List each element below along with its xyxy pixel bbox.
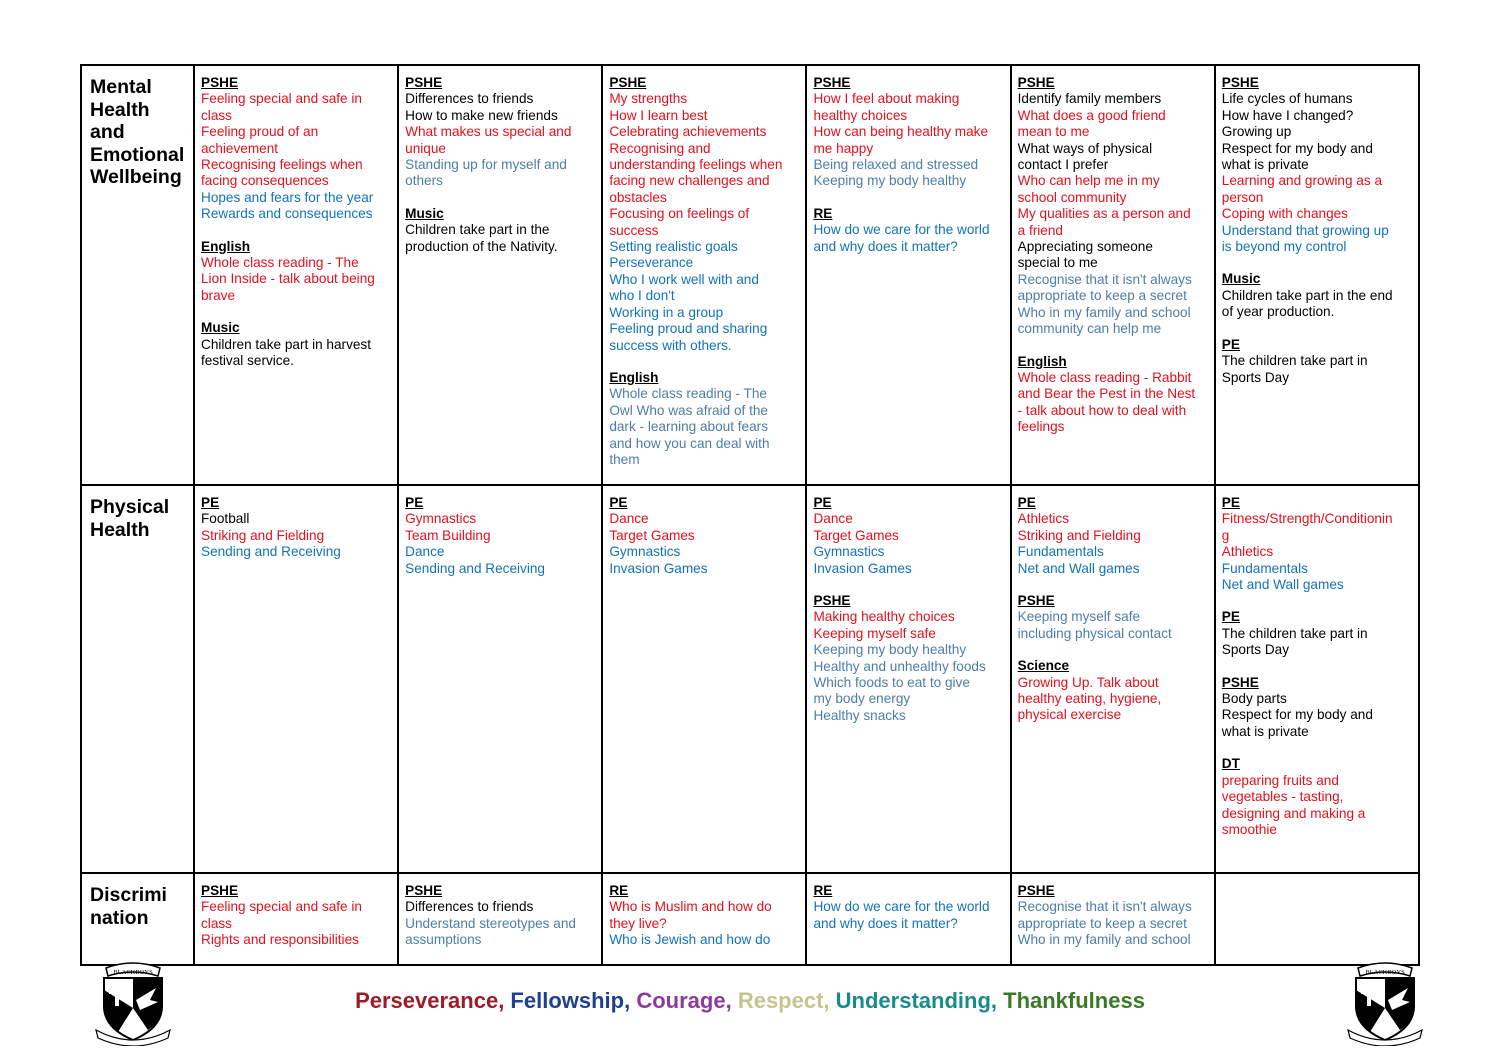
topic-line: Making healthy choices <box>813 609 955 625</box>
value-separator: , <box>990 988 1004 1013</box>
subject-heading: PE <box>813 495 832 510</box>
table-cell <box>1215 65 1419 485</box>
topic-line: Feeling proud of an <box>201 124 319 140</box>
topic-line: Who I work well with and <box>609 271 759 287</box>
topic-line: is beyond my control <box>1221 239 1347 255</box>
subject-heading: English <box>201 238 251 254</box>
subject-heading: PE <box>609 495 628 510</box>
topic-line: mean to me <box>1017 124 1090 140</box>
topic-line: others <box>405 173 443 189</box>
subject-heading: PSHE <box>813 593 851 609</box>
topic-line: Athletics <box>1017 511 1069 527</box>
topic-line: and how you can deal with <box>609 435 770 451</box>
table-cell <box>806 873 1010 965</box>
topic-line: How I feel about making <box>813 91 960 107</box>
topic-line: Recognise that it isn't always <box>1017 271 1192 287</box>
topic-line: Hopes and fears for the year <box>201 189 374 205</box>
topic-line: production of the Nativity. <box>405 238 558 254</box>
topic-line: Who is Jewish and how do <box>609 932 771 948</box>
topic-line: dark - learning about fears <box>609 419 768 435</box>
topic-line: who I don't <box>609 288 675 304</box>
group-spacer <box>201 223 391 239</box>
value-separator: , <box>823 988 836 1013</box>
table-cell <box>194 485 398 873</box>
subject-heading: RE <box>813 883 833 898</box>
topic-line: Lion Inside - talk about being <box>201 271 375 287</box>
subject-heading: Music <box>1221 271 1261 287</box>
topic-line: Coping with changes <box>1221 206 1348 222</box>
topic-line: Perseverance <box>609 255 694 271</box>
row-heading <box>81 873 194 965</box>
row-heading-line: Physical <box>90 496 170 518</box>
topic-line: success <box>609 222 659 238</box>
table-cell <box>194 65 398 485</box>
topic-line: Growing up <box>1221 124 1292 140</box>
group-spacer <box>405 190 595 206</box>
topic-line: facing new challenges and <box>609 173 770 189</box>
topic-line: community can help me <box>1017 321 1162 337</box>
topic-line: Sending and Receiving <box>201 544 341 560</box>
crest-banner-text: BLACKBOYS <box>113 969 153 976</box>
topic-line: Healthy and unhealthy foods <box>813 658 986 674</box>
topic-line: Team Building <box>405 527 491 543</box>
topic-line: Which foods to eat to give <box>813 675 970 691</box>
topic-line: Whole class reading - The <box>609 386 767 402</box>
table-cell <box>806 65 1010 485</box>
topic-line: smoothie <box>1221 821 1277 837</box>
topic-line: Who in my family and school <box>1017 304 1191 320</box>
crest-banner-text: BLACKBOYS <box>1365 969 1405 976</box>
topic-line: Healthy snacks <box>813 707 906 723</box>
topic-line: g <box>1221 527 1230 543</box>
value-separator: , <box>624 988 637 1013</box>
topic-line: Children take part in the <box>405 222 550 238</box>
topic-line: Growing Up. Talk about <box>1017 674 1159 690</box>
topic-line: Setting realistic goals <box>609 239 738 255</box>
topic-line: Celebrating achievements <box>609 124 767 140</box>
topic-line: Feeling special and safe in <box>201 899 362 915</box>
topic-line: Invasion Games <box>813 560 912 576</box>
topic-line: How to make new friends <box>405 107 558 123</box>
subject-heading: PE <box>1221 495 1240 510</box>
topic-line: healthy choices <box>813 107 908 123</box>
topic-line: brave <box>201 287 236 303</box>
table-cell <box>602 65 806 485</box>
topic-line: Who is Muslim and how do <box>609 899 772 915</box>
topic-line: How do we care for the world <box>813 899 990 915</box>
subject-heading: PSHE <box>405 75 443 90</box>
group-spacer <box>1018 642 1208 658</box>
value-word: Perseverance <box>355 988 499 1013</box>
topic-line: Children take part in harvest <box>201 336 372 352</box>
topic-line: special to me <box>1017 255 1098 271</box>
table-row <box>81 873 1419 965</box>
row-heading <box>81 485 194 873</box>
topic-line: Sports Day <box>1221 369 1290 385</box>
topic-line: Dance <box>813 511 853 527</box>
topic-line: Focusing on feelings of <box>609 206 750 222</box>
value-word: Courage <box>636 988 726 1013</box>
topic-line: Being relaxed and stressed <box>813 157 979 173</box>
group-spacer <box>1222 659 1412 675</box>
topic-line: Gymnastics <box>813 544 885 560</box>
table-cell <box>1011 65 1215 485</box>
group-spacer <box>1222 321 1412 337</box>
topic-line: and why does it matter? <box>813 238 958 254</box>
topic-line: Gymnastics <box>609 544 681 560</box>
table-cell <box>1011 485 1215 873</box>
row-heading-line: Wellbeing <box>90 166 182 188</box>
topic-line: vegetables - tasting, <box>1221 789 1344 805</box>
group-spacer <box>813 577 1003 593</box>
table-cell <box>806 485 1010 873</box>
topic-line: The children take part in <box>1221 353 1368 369</box>
subject-heading: PSHE <box>609 75 647 90</box>
topic-line: Athletics <box>1221 544 1274 560</box>
table-cell <box>398 65 602 485</box>
table-cell <box>1011 873 1215 965</box>
topic-line: appropriate to keep a secret <box>1017 915 1187 931</box>
table-row <box>81 485 1419 873</box>
topic-line: Identify family members <box>1017 91 1162 107</box>
value-separator: , <box>498 988 511 1013</box>
topic-line: - talk about how to deal with <box>1017 402 1187 418</box>
topic-line: What does a good friend <box>1017 107 1166 123</box>
topic-line: How can being healthy make <box>813 124 989 140</box>
topic-line: Rights and responsibilities <box>201 932 359 948</box>
topic-line: person <box>1221 189 1264 205</box>
value-word: Thankfulness <box>1003 988 1145 1013</box>
value-separator: , <box>725 988 738 1013</box>
group-spacer <box>1222 740 1412 756</box>
topic-line: Standing up for myself and <box>405 157 567 173</box>
subject-heading: PE <box>201 495 220 510</box>
curriculum-table <box>80 64 1420 966</box>
row-heading-line: Discrimi <box>90 884 167 906</box>
topic-line: Keeping my body healthy <box>813 173 967 189</box>
subject-heading: English <box>609 369 659 385</box>
topic-line: Striking and Fielding <box>201 527 325 543</box>
table-cell <box>194 873 398 965</box>
topic-line: Who can help me in my <box>1017 173 1160 189</box>
topic-line: my body energy <box>813 691 911 707</box>
topic-line: Body parts <box>1221 691 1287 707</box>
topic-line: class <box>201 915 232 931</box>
group-spacer <box>1018 577 1208 593</box>
subject-heading: PE <box>1221 609 1240 625</box>
topic-line: success with others. <box>609 337 732 353</box>
topic-line: Dance <box>609 511 649 527</box>
topic-line: Life cycles of humans <box>1221 91 1353 107</box>
row-heading-line: Emotional <box>90 143 185 166</box>
topic-line: Fitness/Strength/Conditionin <box>1221 511 1393 527</box>
topic-line: they live? <box>609 915 667 931</box>
topic-line: preparing fruits and <box>1221 772 1339 788</box>
subject-heading: PSHE <box>1017 75 1055 90</box>
group-spacer <box>813 190 1003 206</box>
subject-heading: Music <box>405 205 444 221</box>
topic-line: obstacles <box>609 189 667 205</box>
row-heading-line: Mental <box>90 76 152 98</box>
subject-heading: PE <box>405 495 424 510</box>
topic-line: Appreciating someone <box>1017 239 1153 255</box>
subject-heading: PSHE <box>405 883 443 898</box>
topic-line: Respect for my body and <box>1221 707 1373 723</box>
subject-heading: PSHE <box>1017 593 1055 609</box>
topic-line: My qualities as a person and <box>1017 206 1191 222</box>
topic-line: Dance <box>405 544 445 560</box>
subject-heading: Music <box>201 320 240 336</box>
table-cell <box>602 873 806 965</box>
topic-line: Striking and Fielding <box>1017 527 1141 543</box>
subject-heading: English <box>1017 353 1067 369</box>
topic-line: me happy <box>813 140 874 156</box>
topic-line: Recognise that it isn't always <box>1017 899 1192 915</box>
topic-line: Whole class reading - The <box>201 255 359 271</box>
topic-line: Understand stereotypes and <box>405 915 576 931</box>
topic-line: a friend <box>1017 222 1063 238</box>
group-spacer <box>1222 255 1412 271</box>
topic-line: Keeping myself safe <box>813 625 936 641</box>
topic-line: achievement <box>201 140 279 156</box>
topic-line: Keeping my body healthy <box>813 642 967 658</box>
topic-line: Keeping myself safe <box>1017 609 1141 625</box>
group-spacer <box>1018 338 1208 354</box>
subject-heading: PSHE <box>1221 75 1259 90</box>
topic-line: class <box>201 107 232 123</box>
school-crest-left <box>88 960 178 1046</box>
topic-line: including physical contact <box>1017 625 1172 641</box>
topic-line: Working in a group <box>609 304 724 320</box>
topic-line: contact I prefer <box>1017 157 1109 173</box>
topic-line: Differences to friends <box>405 899 534 915</box>
topic-line: assumptions <box>405 932 482 948</box>
topic-line: designing and making a <box>1221 805 1366 821</box>
school-values-footer <box>0 988 1500 1014</box>
topic-line: Rewards and consequences <box>201 206 373 222</box>
topic-line: Fundamentals <box>1221 560 1308 576</box>
topic-line: Football <box>201 511 250 527</box>
subject-heading: RE <box>813 205 833 221</box>
subject-heading: PE <box>1017 495 1036 510</box>
topic-line: Whole class reading - Rabbit <box>1017 369 1192 385</box>
subject-heading: Science <box>1017 658 1070 674</box>
group-spacer <box>609 354 799 370</box>
topic-line: what is private <box>1221 157 1309 173</box>
topic-line: appropriate to keep a secret <box>1017 288 1187 304</box>
topic-line: Children take part in the end <box>1221 287 1393 303</box>
table-cell <box>398 485 602 873</box>
topic-line: What ways of physical <box>1017 140 1153 156</box>
topic-line: Feeling special and safe in <box>201 91 362 107</box>
topic-line: school community <box>1017 189 1127 205</box>
topic-line: and Bear the Pest in the Nest <box>1017 386 1196 402</box>
value-word: Respect <box>737 988 824 1013</box>
subject-heading: PSHE <box>813 75 851 90</box>
topic-line: them <box>609 451 640 467</box>
row-heading-line: nation <box>90 906 149 929</box>
topic-line: Sports Day <box>1221 642 1290 658</box>
topic-line: How have I changed? <box>1221 107 1354 123</box>
topic-line: physical exercise <box>1017 707 1122 723</box>
topic-line: Target Games <box>813 527 899 543</box>
topic-line: understanding feelings when <box>609 157 783 173</box>
row-heading-line: Health <box>90 518 150 541</box>
topic-line: facing consequences <box>201 173 329 189</box>
subject-heading: PSHE <box>201 883 239 898</box>
topic-line: unique <box>405 140 446 156</box>
subject-heading: PE <box>1221 336 1240 352</box>
table-cell <box>1215 485 1419 873</box>
topic-line: Recognising and <box>609 140 711 156</box>
subject-heading: PSHE <box>201 75 239 90</box>
topic-line: Invasion Games <box>609 560 708 576</box>
row-heading-line: and <box>90 121 125 143</box>
table-cell <box>602 485 806 873</box>
topic-line: feelings <box>1017 419 1065 435</box>
topic-line: Net and Wall games <box>1017 560 1140 576</box>
topic-line: What makes us special and <box>405 124 572 140</box>
group-spacer <box>201 304 391 320</box>
topic-line: Fundamentals <box>1017 544 1104 560</box>
topic-line: How do we care for the world <box>813 222 990 238</box>
topic-line: festival service. <box>201 353 294 369</box>
topic-line: Net and Wall games <box>1221 577 1344 593</box>
topic-line: My strengths <box>609 91 688 107</box>
value-word: Understanding <box>835 988 991 1013</box>
topic-line: Sending and Receiving <box>405 560 545 576</box>
curriculum-table-body <box>81 65 1419 965</box>
topic-line: Gymnastics <box>405 511 477 527</box>
topic-line: Recognising feelings when <box>201 157 363 173</box>
topic-line: Understand that growing up <box>1221 222 1389 238</box>
subject-heading: PSHE <box>1017 883 1055 898</box>
school-crest-right <box>1340 960 1430 1046</box>
subject-heading: DT <box>1221 756 1240 772</box>
group-spacer <box>1222 593 1412 609</box>
topic-line: Differences to friends <box>405 91 534 107</box>
topic-line: Target Games <box>609 527 695 543</box>
row-heading-line: Health <box>90 98 150 121</box>
topic-line: Learning and growing as a <box>1221 173 1382 189</box>
topic-line: Respect for my body and <box>1221 140 1373 156</box>
row-heading <box>81 65 194 485</box>
subject-heading: PSHE <box>1221 674 1259 690</box>
subject-heading: RE <box>609 883 629 898</box>
topic-line: The children take part in <box>1221 625 1368 641</box>
table-row <box>81 65 1419 485</box>
topic-line: Owl Who was afraid of the <box>609 402 768 418</box>
topic-line: Feeling proud and sharing <box>609 321 768 337</box>
topic-line: Who in my family and school <box>1017 932 1191 948</box>
topic-line: How I learn best <box>609 107 708 123</box>
value-word: Fellowship <box>510 988 625 1013</box>
table-cell <box>1215 873 1419 965</box>
topic-line: what is private <box>1221 723 1309 739</box>
topic-line: healthy eating, hygiene, <box>1017 691 1162 707</box>
topic-line: and why does it matter? <box>813 915 958 931</box>
topic-line: of year production. <box>1221 304 1335 320</box>
table-cell <box>398 873 602 965</box>
